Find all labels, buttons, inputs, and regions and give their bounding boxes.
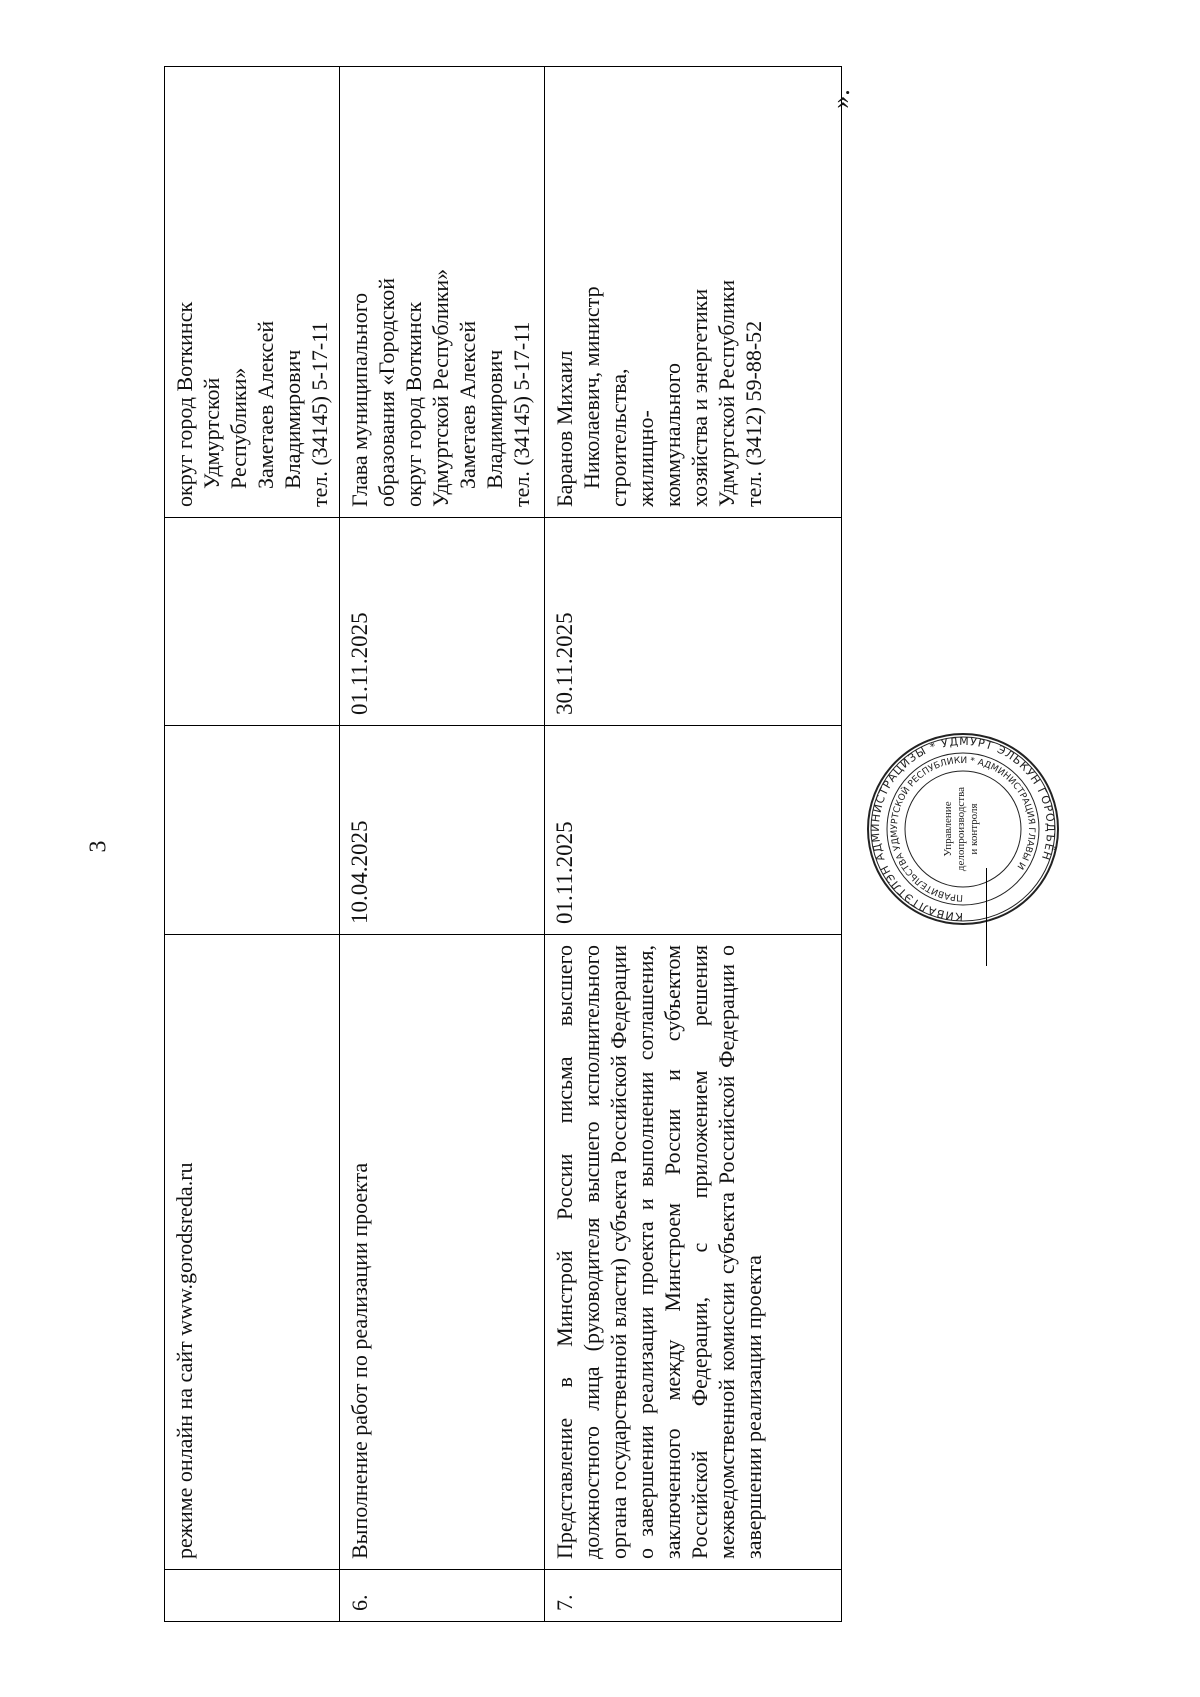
responsible-line: Глава муниципального bbox=[347, 292, 372, 507]
page-number: 3 bbox=[85, 840, 112, 853]
end-date bbox=[165, 518, 340, 726]
stamp-center-line: и контроля bbox=[968, 803, 980, 855]
responsible-line: округ город Воткинск bbox=[172, 301, 197, 507]
responsible-line: тел. (34145) 5-17-11 bbox=[509, 321, 534, 507]
start-date: 01.11.2025 bbox=[545, 726, 842, 935]
responsible-line: Заметаев Алексей bbox=[455, 320, 480, 489]
responsible-line: Удмуртской Республики» bbox=[428, 268, 453, 507]
activity-text: режиме онлайн на сайт www.gorodsreda.ru bbox=[165, 935, 340, 1570]
responsible-line: коммунального bbox=[660, 363, 685, 507]
responsible-line: округ город Воткинск bbox=[401, 301, 426, 507]
end-date: 01.11.2025 bbox=[340, 518, 545, 726]
responsible-cell bbox=[165, 67, 340, 518]
activity-text: Представление в Минстрой России письма высшего должностного лица (руководителя высшего исполнительного органа государственной власти) субъекта Российской Федерации о завершении реализации проекта и выполнении соглашения, заключенного между Минстроем России и субъектом Российской Федерации, с приложением решения межведомственной комиссии субъекта Российской Федерации о завершении реализации проекта bbox=[545, 935, 842, 1570]
stamp-center-line: делопроизводства bbox=[955, 786, 967, 872]
responsible-line: строительства, bbox=[606, 368, 631, 507]
official-stamp bbox=[866, 732, 1060, 926]
end-date: 30.11.2025 bbox=[545, 518, 842, 726]
responsible-line: Республики» bbox=[226, 367, 251, 489]
table-row bbox=[545, 67, 842, 1622]
responsible-cell bbox=[340, 67, 545, 518]
stamp-center-line: Управление bbox=[942, 801, 954, 857]
schedule-table bbox=[164, 66, 842, 1622]
closing-quote-mark: ». bbox=[825, 89, 855, 109]
responsible-line: Заметаев Алексей bbox=[253, 320, 278, 489]
responsible-line: Баранов Михаил bbox=[552, 350, 577, 507]
responsible-line: тел. (34145) 5-17-11 bbox=[307, 321, 332, 507]
responsible-line: Владимирович bbox=[280, 349, 305, 489]
responsible-line: Удмуртской bbox=[199, 377, 224, 489]
row-number bbox=[165, 1570, 340, 1622]
responsible-line: Николаевич, министр bbox=[579, 286, 604, 489]
start-date bbox=[165, 726, 340, 935]
activity-text: Выполнение работ по реализации проекта bbox=[340, 935, 545, 1570]
signature-line bbox=[986, 868, 987, 966]
table-row bbox=[165, 67, 340, 1622]
responsible-line: Владимирович bbox=[482, 349, 507, 489]
responsible-cell bbox=[545, 67, 842, 518]
stamp-outer-text: КИВАЛТЭТЛЭН АДМИНИСТРАЦИЗЫ * УДМУРТ ЭЛЬКУН ГОРОДЪЁН bbox=[868, 734, 1058, 924]
responsible-line: хозяйства и энергетики bbox=[687, 288, 712, 507]
rotated-table-container bbox=[164, 67, 838, 1622]
responsible-line: тел. (3412) 59-88-52 bbox=[741, 320, 766, 507]
table-row bbox=[340, 67, 545, 1622]
start-date: 10.04.2025 bbox=[340, 726, 545, 935]
responsible-line: жилищно- bbox=[633, 410, 658, 507]
stamp-inner-text: ПРАВИТЕЛЬСТВА УДМУРТСКОЙ РЕСПУБЛИКИ * АДМИНИСТРАЦИЯ ГЛАВЫ И bbox=[889, 755, 1037, 903]
responsible-line: Удмуртской Республики bbox=[714, 279, 739, 507]
responsible-line: образования «Городской bbox=[374, 277, 399, 507]
row-number: 7. bbox=[545, 1570, 842, 1622]
row-number: 6. bbox=[340, 1570, 545, 1622]
